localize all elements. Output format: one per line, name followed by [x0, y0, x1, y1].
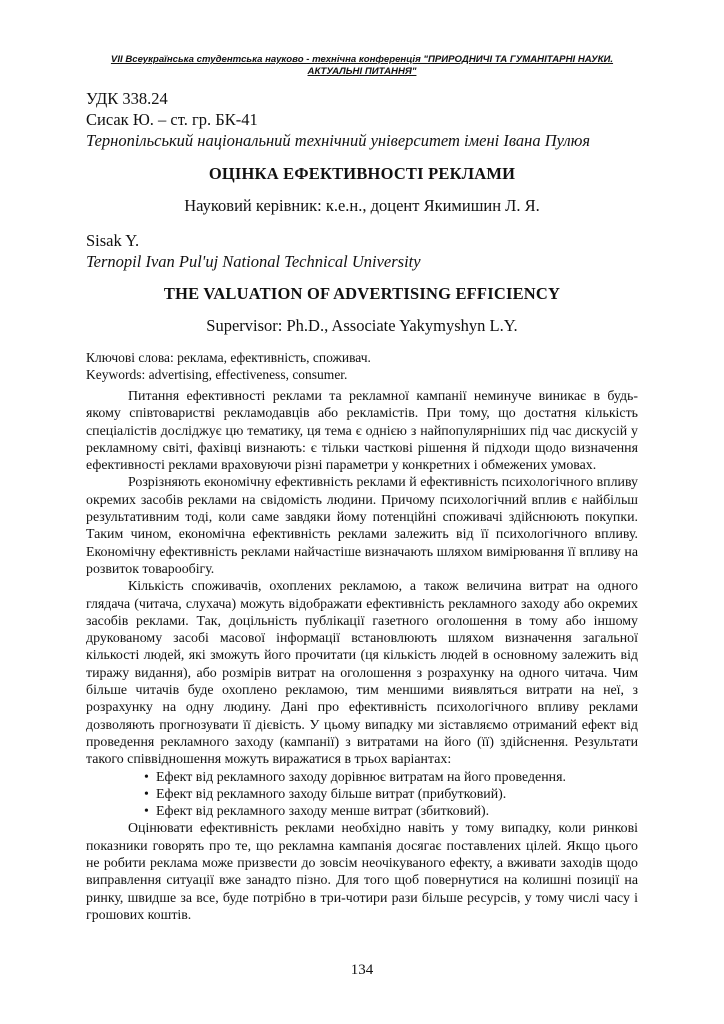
paragraph: Розрізняють економічну ефективність реклами й ефективність психологічного впливу окремих засобів реклами на свідомість людини. Причому психологічний вплив є найбільш результативним тоді, коли саме завдяки йому потенційні споживачі здійснюють покупки. Таким чином, економічна ефективність реклами залежить від її психологічного впливу. Економічну ефективність реклами найчастіше визначають шляхом вимірювання її впливу на розвиток товарообігу. — [86, 475, 638, 577]
affiliation-ua: Тернопільський національний технічний університет імені Івана Пулюя — [86, 131, 591, 150]
author-en: Sisak Y. — [86, 231, 140, 250]
author-ua: Сисак Ю. – ст. гр. БК-41 — [86, 110, 258, 129]
list-item: • Ефект від рекламного заходу менше витрат (збитковий). — [144, 803, 638, 820]
paragraph: Кількість споживачів, охоплених рекламою, а також величина витрат на одного глядача (читача, слухача) можуть відображати ефективність рекламного заходу або окремих засобів реклами. Так, доцільність публікації газетного оголошення в тому або іншому друкованому засобі масової інформації встановлюють шляхом визначення загальної кількості людей, які зможуть його прочитати (ця кількість людей в основному залежить від тиражу видання), або розмірів витрат на оголошення з розрахунку на одного читача. Чим більше читачів буде охоплено рекламою, тим меншими виявляться витрати на неї, з розрахунку на одну людину. Дані про ефективність психологічного впливу реклами дозволяють прогнозувати її дієвість. У цьому випадку ми зіставляємо отриманий ефект від проведення рекламного заходу (кампанії) з витратами на його (її) здійснення. Результати такого співвідношення можуть виражатися в трьох варіантах: — [86, 579, 638, 768]
supervisor-ua: Науковий керівник: к.е.н., доцент Якимишин Л. Я. — [184, 196, 540, 215]
effect-list — [86, 769, 638, 821]
conference-header: VII Всеукраїнська студентська науково - технічна конференція "ПРИРОДНИЧІ ТА ГУМАНІТАРНІ НАУКИ. АКТУАЛЬНІ ПИТАННЯ" — [110, 54, 614, 77]
article-body — [86, 388, 638, 924]
keywords-ua: Ключові слова: реклама, ефективність, споживач. — [86, 350, 371, 365]
udk-code: УДК 338.24 — [86, 89, 168, 108]
keywords-en: Keywords: advertising, effectiveness, consumer. — [86, 367, 348, 382]
supervisor-en: Supervisor: Ph.D., Associate Yakymyshyn L.Y. — [206, 316, 518, 335]
title-en: THE VALUATION OF ADVERTISING EFFICIENCY — [163, 284, 561, 303]
affiliation-en: Ternopil Ivan Pul'uj National Technical University — [86, 252, 421, 271]
paragraph: Питання ефективності реклами та рекламної кампанії неминуче виникає в будь-якому співтоваристві рекламодавців або рекламістів. При тому, що достатня кількість спеціалістів досліджує цю тематику, ця тема є однією з найпопулярніших під час дискусій у рекламному світі, фахівці визнають: є тільки часткові рішення й підходи щодо визначення ефективності реклами враховуючи різні параметри у конкретних і обмежених умовах. — [86, 389, 638, 474]
paragraph: Оцінювати ефективність реклами необхідно навіть у тому випадку, коли ринкові показники говорять про те, що рекламна кампанія досягає поставлених цілей. Якщо цього не робити реклама може призвести до зовсім неочікуваного ефекту, а вживати заходів щодо виправлення ситуації вже занадто пізно. Для того щоб повернутися на колишні позиції на ринку, швидше за все, буде потрібно в три-чотири рази більше ресурсів, у тому числі часу і грошових коштів. — [86, 821, 638, 923]
page-number: 134 — [350, 962, 374, 978]
list-item: • Ефект від рекламного заходу більше витрат (прибутковий). — [144, 786, 638, 803]
title-ua: ОЦІНКА ЕФЕКТИВНОСТІ РЕКЛАМИ — [208, 164, 516, 183]
list-item: • Ефект від рекламного заходу дорівнює витратам на його проведення. — [144, 769, 638, 786]
